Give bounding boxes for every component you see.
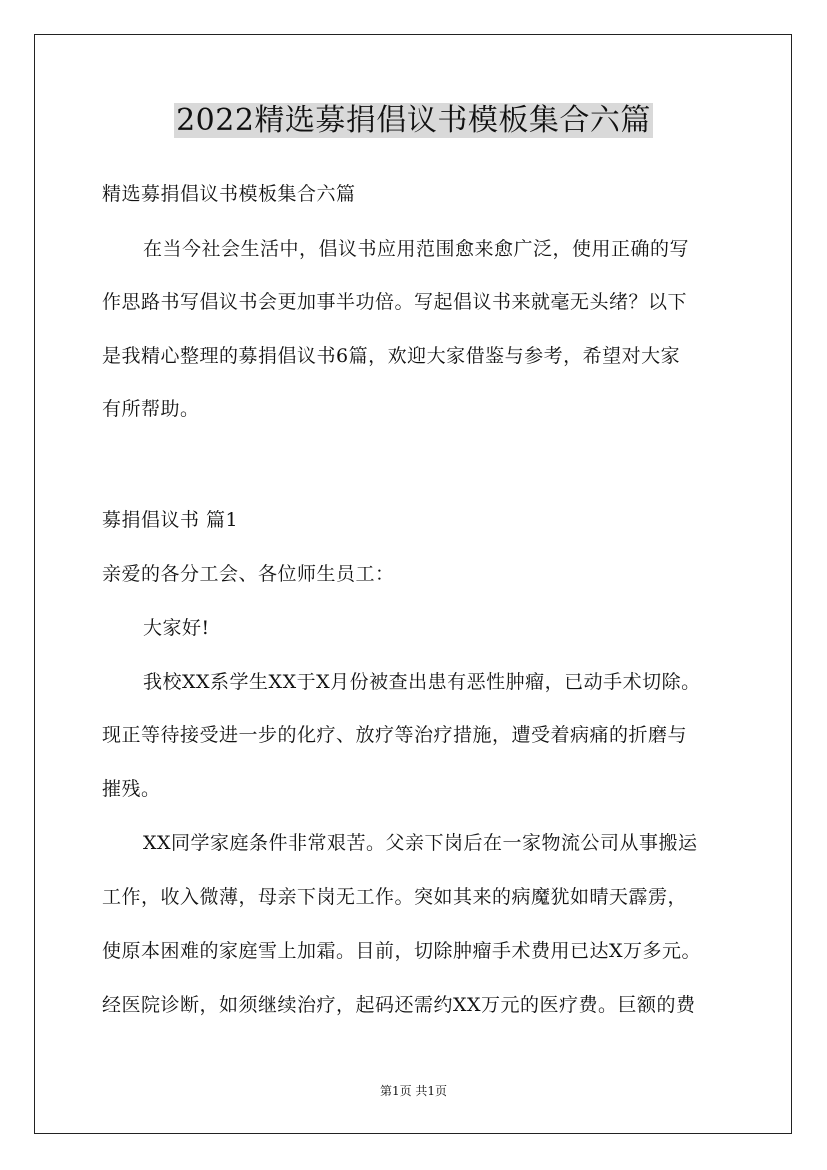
intro-line-4: 有所帮助。: [102, 398, 200, 420]
section-heading: 募捐倡议书 篇1: [102, 509, 239, 531]
para2-line-3: 使原本困难的家庭雪上加霜。目前，切除肿瘤手术费用已达X万多元。: [102, 940, 702, 962]
salutation: 亲爱的各分工会、各位师生员工：: [102, 563, 395, 585]
document-title-text: 2022精选募捐倡议书模板集合六篇: [176, 103, 651, 138]
para2-line-4: 经医院诊断，如须继续治疗，起码还需约XX万元的医疗费。巨额的费: [102, 994, 696, 1016]
para1-line-2: 现正等待接受进一步的化疗、放疗等治疗措施，遭受着病痛的折磨与: [102, 724, 688, 746]
para1-line-3: 摧残。: [102, 778, 161, 800]
para1-line-1: 我校XX系学生XX于X月份被查出患有恶性肿瘤，已动手术切除。: [143, 671, 701, 693]
intro-line-2: 作思路书写倡议书会更加事半功倍。写起倡议书来就毫无头绪？以下: [102, 291, 688, 313]
document-title: [0, 100, 827, 142]
page-footer: 第1页 共1页: [379, 1084, 448, 1098]
document-subtitle: 精选募捐倡议书模板集合六篇: [102, 183, 356, 205]
intro-line-1: 在当今社会生活中，倡议书应用范围愈来愈广泛，使用正确的写: [143, 238, 690, 260]
intro-line-3: 是我精心整理的募捐倡议书6篇，欢迎大家借鉴与参考，希望对大家: [102, 345, 681, 367]
greeting: 大家好!: [143, 617, 210, 639]
para2-line-2: 工作，收入微薄，母亲下岗无工作。突如其来的病魔犹如晴天霹雳，: [102, 886, 688, 908]
para2-line-1: XX同学家庭条件非常艰苦。父亲下岗后在一家物流公司从事搬运: [143, 832, 698, 854]
